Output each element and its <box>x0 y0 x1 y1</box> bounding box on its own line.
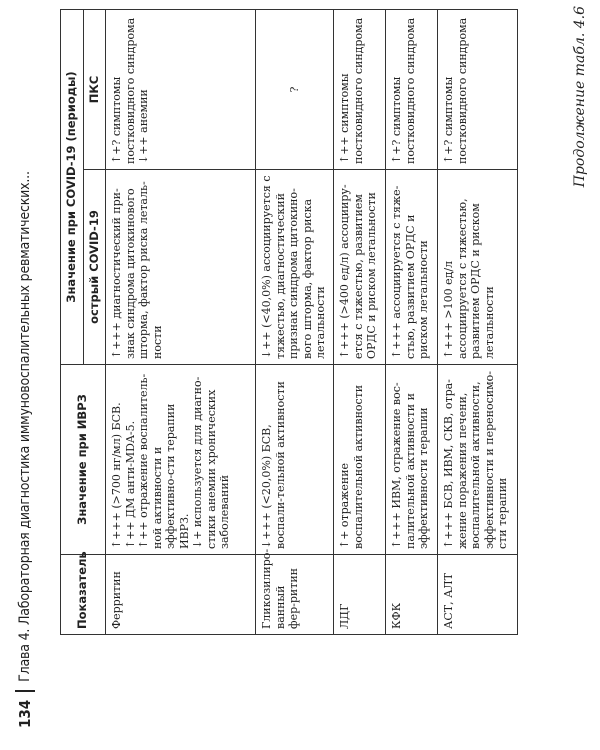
cell-line: ↑+++ >100 ед/л ассоциируется с тяжестью, развитием ОРДС и риском летальности <box>442 198 496 359</box>
cell-ivrz <box>106 365 256 555</box>
cell-ivrz <box>438 365 518 555</box>
table-row <box>438 9 518 634</box>
cell-line: ↑+? симптомы постковидного синдрома <box>110 17 137 164</box>
unknown-mark: ? <box>287 86 301 93</box>
cell-line: ↑+++ диагностический при-знак синдрома цитокинового шторма, фактор риска леталь-ности <box>110 181 164 359</box>
page-number: 134 <box>15 690 35 728</box>
cell-line: ↑+++ ИВМ, отражение вос-палительной активности и эффективности терапии <box>390 382 430 549</box>
cell-line: ↓++ анемии <box>137 89 150 164</box>
cell-ivrz <box>256 365 334 555</box>
cell-line: ↑+++ (>400 ед/л) ассоцииру-ется с тяжестью, развитием ОРДС и риском летальности <box>338 184 378 359</box>
cell-acute <box>106 170 256 365</box>
table-row <box>386 9 438 634</box>
cell-line: ↑+? симптомы постковидного синдрома <box>442 17 469 164</box>
cell-line: ↓++ (<40,0%) ассоциируется с тяжестью, диагностический признак синдрома цитокино-вого шторма, фактор риска летальности <box>260 175 327 359</box>
cell-line: ↑+++ ассоциируется с тяже-стью, развитием ОРДС и риском летальности <box>390 185 430 359</box>
cell-indicator: ЛДГ <box>334 555 386 635</box>
header-indicator: Показатель <box>61 555 106 635</box>
cell-acute <box>386 170 438 365</box>
cell-line: ↑+++ (>700 нг/мл) БСВ. <box>110 402 123 549</box>
cell-line: ↑++ симптомы постковидного синдрома <box>338 17 365 164</box>
cell-line: ↓+++ (<20,0%) БСВ, воспали-тельной активности <box>260 381 287 549</box>
cell-acute <box>438 170 518 365</box>
cell-line: ↑++ ДМ анти-MDA-5. <box>123 420 137 549</box>
cell-line: ↑+++ БСВ, ИВМ, СКВ, отра-жение поражения печени, воспалительной активности, эффективности и переносимо-сти терапии <box>442 371 509 549</box>
cell-pks <box>386 9 438 169</box>
cell-indicator: АСТ, АЛТ <box>438 555 518 635</box>
table-row <box>106 9 256 634</box>
cell-acute <box>334 170 386 365</box>
cell-pks <box>106 9 256 169</box>
table-row <box>256 9 334 634</box>
cell-acute <box>256 170 334 365</box>
running-head: Глава 4. Лабораторная диагностика иммуновоспалительных ревматических... <box>17 171 33 682</box>
header-acute: острый COVID-19 <box>83 170 106 365</box>
cell-indicator: Ферритин <box>106 555 256 635</box>
cell-line: ↑++ отражение воспалитель-ной активности и эффективно-сти терапии ИВРЗ. <box>137 373 191 549</box>
lab-table <box>60 9 518 635</box>
table-row <box>334 9 386 634</box>
header-pks: ПКС <box>83 9 106 169</box>
cell-pks <box>438 9 518 169</box>
header-covid-group: Значение при COVID-19 (периоды) <box>61 9 84 364</box>
cell-pks <box>334 9 386 169</box>
cell-ivrz <box>334 365 386 555</box>
cell-line: ↓+ используется для диагно-стики анемии хронических заболеваний <box>191 376 231 549</box>
cell-indicator: Гликозилиро-ванный фер-ритин <box>256 555 334 635</box>
header-row <box>61 9 84 634</box>
page-footer <box>10 38 40 728</box>
cell-line: ↑+? симптомы постковидного синдрома <box>390 17 417 164</box>
cell-ivrz <box>386 365 438 555</box>
cell-indicator: КФК <box>386 555 438 635</box>
cell-line: ↑+ отражение воспалительной активности <box>338 384 365 549</box>
table-continuation-caption: Продолжение табл. 4.6 <box>572 6 588 188</box>
header-ivrz: Значение при ИВРЗ <box>61 365 106 555</box>
cell-pks <box>256 9 334 169</box>
